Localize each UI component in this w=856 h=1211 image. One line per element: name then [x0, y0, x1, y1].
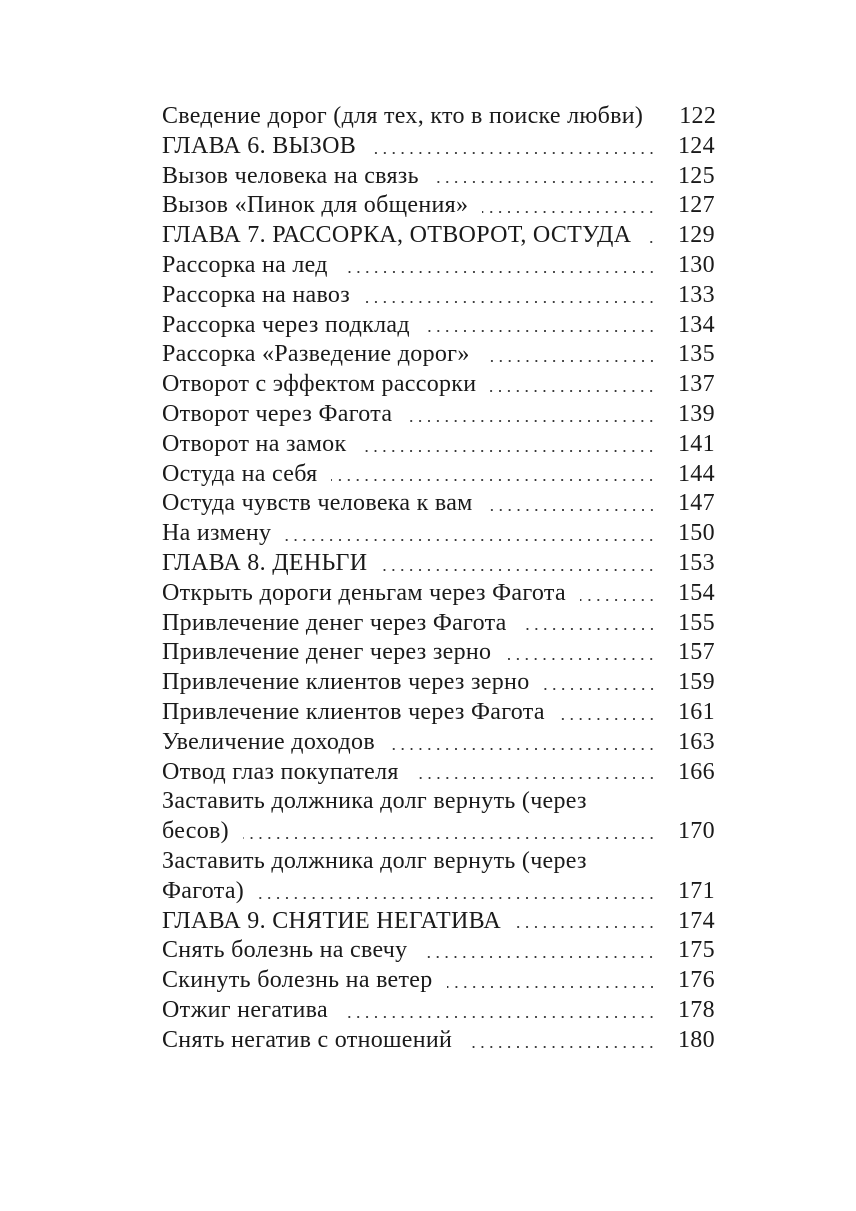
toc-entry[interactable] [162, 400, 714, 430]
toc-line [162, 966, 714, 996]
dot-leader [342, 996, 656, 1026]
toc-page-number: 129 [678, 222, 715, 249]
toc-page-number: 171 [678, 877, 715, 904]
toc-page-number: 147 [678, 490, 715, 517]
dot-leader [559, 698, 656, 728]
dot-leader [406, 400, 656, 430]
toc-entry-title: Сведение дорог (для тех, кто в поиске любви) [162, 103, 644, 129]
dot-leader [505, 638, 656, 668]
toc-line [162, 907, 714, 937]
toc-line [162, 787, 714, 817]
toc-page-number: 161 [678, 698, 715, 725]
toc-page-number: 135 [678, 341, 715, 368]
toc-line [162, 579, 714, 609]
toc-entry[interactable] [162, 579, 714, 609]
toc-line [162, 519, 714, 549]
toc-line [162, 817, 714, 847]
toc-entry-title: На измену [162, 520, 272, 547]
toc-line [162, 936, 714, 966]
toc-line [162, 251, 714, 281]
toc-entry-title: Вызов человека на связь [162, 162, 419, 189]
toc-entry-title: ГЛАВА 9. СНЯТИЕ НЕГАТИВА [162, 907, 502, 934]
toc-entry[interactable] [162, 638, 714, 668]
dot-leader [515, 907, 656, 937]
toc-entry-title: Увеличение доходов [162, 728, 375, 755]
toc-page-number: 122 [679, 103, 717, 129]
toc-entry[interactable] [162, 787, 714, 847]
toc-entry-title: Остуда на себя [162, 460, 318, 487]
toc-page-number: 180 [678, 1026, 715, 1053]
toc-entry-title: Заставить должника долг вернуть (через [162, 847, 587, 874]
dot-leader [389, 728, 656, 758]
toc-entry-title: Открыть дороги деньгам через Фагота [162, 579, 566, 606]
toc-line [162, 460, 714, 490]
toc-line [162, 996, 714, 1026]
toc-entry[interactable] [162, 519, 714, 549]
toc-page-number: 163 [678, 728, 715, 755]
toc-line [162, 370, 714, 400]
toc-entry-title: бесов) [162, 818, 229, 845]
toc-line [162, 728, 714, 758]
toc-entry-title: Заставить должника долг вернуть (через [162, 788, 587, 815]
toc-page-number: 175 [678, 937, 715, 964]
toc-entry[interactable] [162, 609, 714, 639]
toc-entry-title: Отворот через Фагота [162, 400, 393, 427]
toc-entry-title: Скинуть болезнь на ветер [162, 967, 433, 994]
toc-entry[interactable] [162, 460, 714, 490]
toc-entry[interactable] [162, 996, 714, 1026]
dot-leader [364, 281, 656, 311]
toc-line [162, 668, 714, 698]
toc-page-number: 157 [678, 639, 715, 666]
toc-line [162, 877, 714, 907]
dot-leader [360, 430, 656, 460]
toc-entry[interactable] [162, 668, 714, 698]
dot-leader [433, 162, 656, 192]
dot-leader [482, 191, 656, 221]
toc-page-number: 150 [678, 520, 715, 547]
toc-entry-title: Снять болезнь на свечу [162, 937, 408, 964]
toc-page-number: 176 [678, 967, 715, 994]
toc-entry-title: ГЛАВА 8. ДЕНЬГИ [162, 549, 368, 576]
dot-leader [424, 311, 656, 341]
dot-leader [544, 668, 657, 698]
toc-line [162, 1026, 714, 1056]
toc-page-number: 178 [678, 996, 715, 1023]
toc-entry-title: Фагота) [162, 877, 245, 904]
toc-entry[interactable] [162, 221, 714, 251]
toc-entry[interactable] [162, 311, 714, 341]
toc-page-number: 141 [678, 430, 715, 457]
toc-entry[interactable] [162, 191, 714, 221]
dot-leader [490, 370, 656, 400]
toc-entry[interactable] [162, 936, 714, 966]
toc-line [162, 191, 714, 221]
toc-page-number: 166 [678, 758, 715, 785]
toc-page-number: 127 [678, 192, 715, 219]
toc-line [162, 340, 714, 370]
dot-leader [381, 549, 656, 579]
toc-entry[interactable] [162, 430, 714, 460]
toc-entry[interactable] [162, 281, 714, 311]
toc-line [162, 698, 714, 728]
toc-entry-title: Рассорка «Разведение дорог» [162, 341, 470, 368]
toc-entry-title: ГЛАВА 6. ВЫЗОВ [162, 132, 357, 159]
toc-line [162, 162, 714, 192]
toc-line [162, 758, 714, 788]
dot-leader [580, 579, 656, 609]
toc-line [162, 549, 714, 579]
dot-leader [370, 132, 656, 162]
toc-line [162, 311, 714, 341]
dot-leader [342, 251, 656, 281]
toc-entry[interactable] [162, 132, 714, 162]
dot-leader [285, 519, 656, 549]
toc-entry-title: Привлечение клиентов через Фагота [162, 698, 545, 725]
toc-line [162, 430, 714, 460]
table-of-contents [162, 102, 717, 1056]
dot-leader [645, 221, 656, 251]
toc-entry-title: Рассорка на лед [162, 251, 328, 278]
toc-entry-title: Рассорка через подклад [162, 311, 410, 338]
toc-entry[interactable] [162, 758, 714, 788]
toc-entry[interactable] [162, 489, 714, 519]
dot-leader [413, 758, 656, 788]
toc-page-number: 130 [678, 251, 715, 278]
toc-line [162, 132, 714, 162]
dot-leader [487, 489, 656, 519]
toc-line [162, 638, 714, 668]
toc-entry-title: Вызов «Пинок для общения» [162, 192, 469, 219]
toc-entry[interactable] [162, 847, 714, 907]
toc-entry-title: Остуда чувств человека к вам [162, 490, 473, 517]
toc-entry-title: ГЛАВА 7. РАССОРКА, ОТВОРОТ, ОСТУДА [162, 222, 632, 249]
toc-page-number: 137 [678, 371, 715, 398]
toc-entry[interactable] [162, 251, 714, 281]
toc-page-number: 170 [678, 818, 715, 845]
toc-line [162, 400, 714, 430]
toc-entry[interactable] [162, 698, 714, 728]
toc-entry-title: Привлечение денег через Фагота [162, 609, 507, 636]
toc-line [162, 221, 714, 251]
toc-entry[interactable] [162, 966, 714, 996]
toc-entry-title: Рассорка на навоз [162, 281, 350, 308]
toc-page-number: 124 [678, 132, 715, 159]
toc-page-number: 139 [678, 400, 715, 427]
toc-entry-title: Отворот на замок [162, 430, 347, 457]
toc-page-number: 174 [678, 907, 715, 934]
toc-entry-title: Отворот с эффектом рассорки [162, 371, 477, 398]
toc-page-number: 144 [678, 460, 715, 487]
toc-line [162, 489, 714, 519]
dot-leader [421, 936, 656, 966]
toc-entry[interactable] [162, 102, 717, 132]
toc-line [162, 281, 714, 311]
dot-leader [521, 609, 656, 639]
dot-leader [466, 1026, 656, 1056]
toc-entry-title: Отвод глаз покупателя [162, 758, 399, 785]
toc-page-number: 159 [678, 669, 715, 696]
toc-entry[interactable] [162, 728, 714, 758]
toc-entry[interactable] [162, 370, 714, 400]
toc-entry[interactable] [162, 549, 714, 579]
dot-leader [447, 966, 656, 996]
toc-page-number: 153 [678, 549, 715, 576]
toc-line [162, 102, 717, 132]
dot-leader [331, 460, 656, 490]
toc-page-number: 125 [678, 162, 715, 189]
toc-entry-title: Отжиг негатива [162, 996, 328, 1023]
dot-leader [258, 877, 656, 907]
toc-entry-title: Снять негатив с отношений [162, 1026, 453, 1053]
toc-page-number: 154 [678, 579, 715, 606]
toc-page-number: 155 [678, 609, 715, 636]
toc-page-number: 134 [678, 311, 715, 338]
toc-line [162, 847, 714, 877]
toc-page-number: 133 [678, 281, 715, 308]
toc-entry-title: Привлечение клиентов через зерно [162, 669, 530, 696]
dot-leader [484, 340, 656, 370]
toc-line [162, 609, 714, 639]
toc-entry[interactable] [162, 907, 714, 937]
dot-leader [243, 817, 656, 847]
toc-entry-title: Привлечение денег через зерно [162, 639, 492, 666]
toc-entry[interactable] [162, 340, 714, 370]
toc-entry[interactable] [162, 162, 714, 192]
toc-entry[interactable] [162, 1026, 714, 1056]
